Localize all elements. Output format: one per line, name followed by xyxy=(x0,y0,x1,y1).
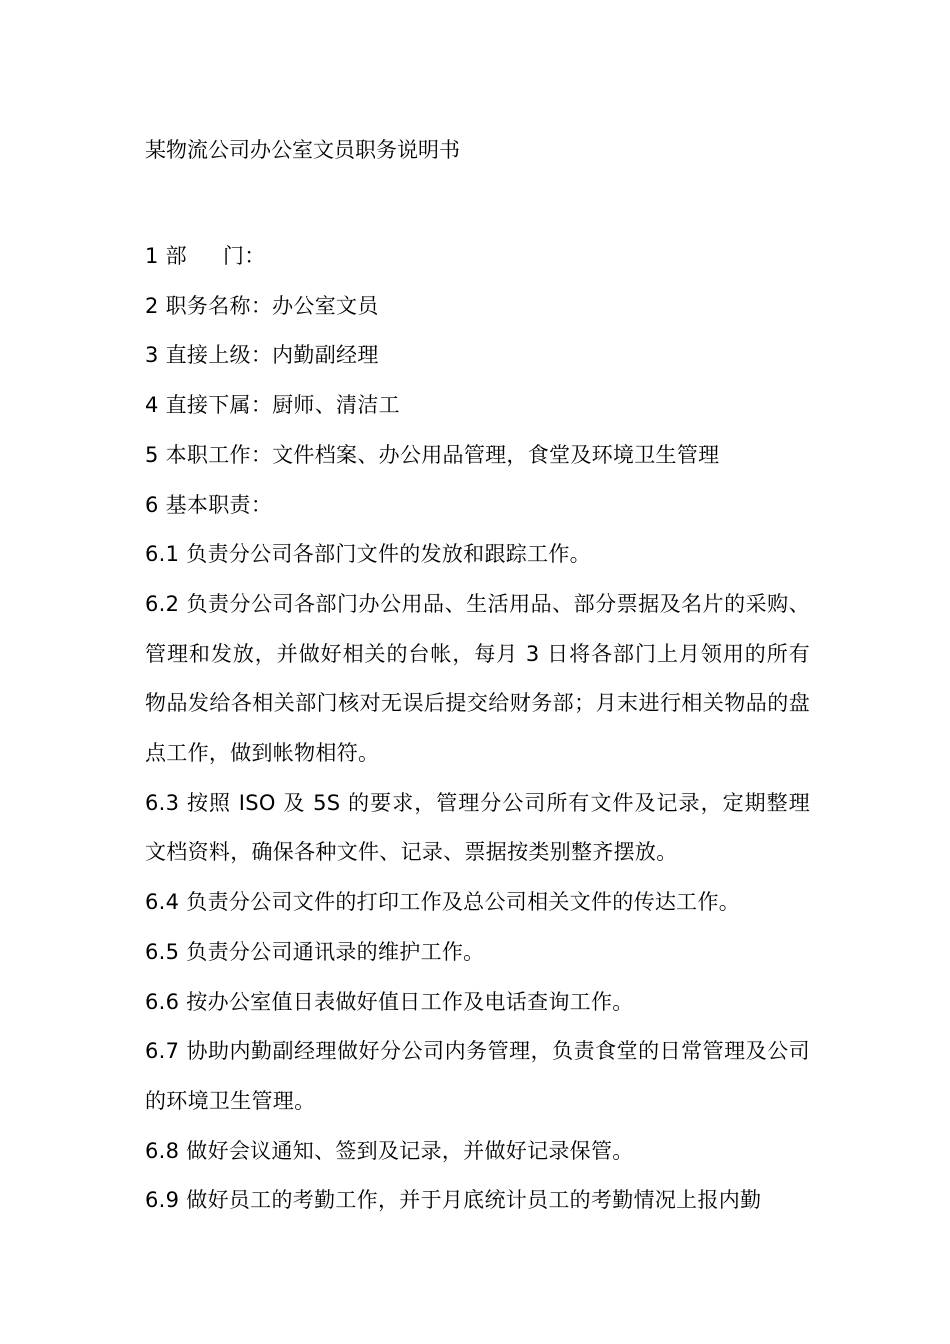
field-main-work: 5 本职工作：文件档案、办公用品管理，食堂及环境卫生管理 xyxy=(145,442,720,467)
field-department-label-end: 门： xyxy=(222,244,266,268)
duty-item: 6.8 做好会议通知、签到及记录，并做好记录保管。 xyxy=(145,1138,634,1163)
duty-item: 6.5 负责分公司通讯录的维护工作。 xyxy=(145,939,485,964)
field-position-name: 2 职务名称：办公室文员 xyxy=(145,293,379,318)
duty-item: 6.4 负责分公司文件的打印工作及总公司相关文件的传达工作。 xyxy=(145,890,741,915)
duty-item: 6.6 按办公室值日表做好值日工作及电话查询工作。 xyxy=(145,989,634,1014)
field-direct-subordinates: 4 直接下属：厨师、清洁工 xyxy=(145,393,400,418)
field-direct-superior: 3 直接上级：内勤副经理 xyxy=(145,343,379,368)
document-body xyxy=(145,232,810,1226)
duty-item: 6.7 协助内勤副经理做好分公司内务管理，负责食堂的日常管理及公司的环境卫生管理。 xyxy=(145,1039,810,1113)
field-department xyxy=(145,232,810,282)
duty-item: 6.3 按照 ISO 及 5S 的要求，管理分公司所有文件及记录，定期整理文档资料，确保各种文件、记录、票据按类别整齐摆放。 xyxy=(145,790,810,865)
document-title: 某物流公司办公室文员职务说明书 xyxy=(145,138,460,162)
duty-item: 6.9 做好员工的考勤工作，并于月底统计员工的考勤情况上报内勤 xyxy=(145,1188,762,1213)
section-basic-duties: 6 基本职责： xyxy=(145,492,273,517)
duty-item: 6.1 负责分公司各部门文件的发放和跟踪工作。 xyxy=(145,542,591,567)
duty-item: 6.2 负责分公司各部门办公用品、生活用品、部分票据及名片的采购、管理和发放，并做好相关的台帐，每月 3 日将各部门上月领用的所有物品发给各相关部门核对无误后提交给财务部；月末进行相关物品的盘点工作，做到帐物相符。 xyxy=(145,591,810,766)
field-department-label: 1 部 xyxy=(145,244,187,268)
